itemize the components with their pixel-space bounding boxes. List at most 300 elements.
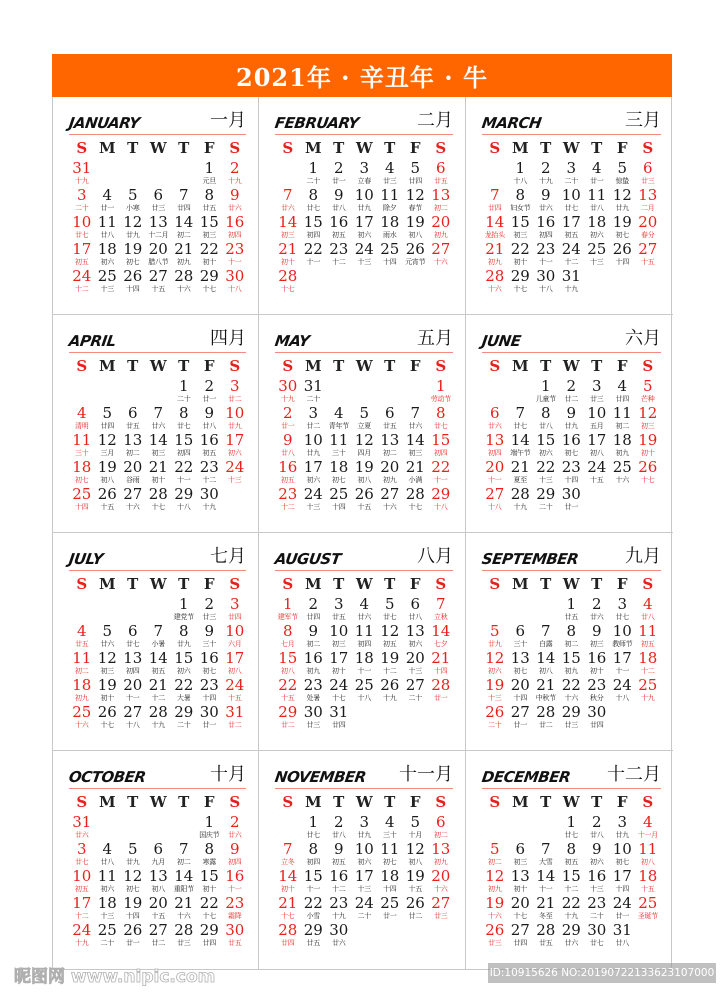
day-number: 24 xyxy=(303,485,323,503)
day-cell xyxy=(146,869,172,896)
day-number: 3 xyxy=(76,186,87,204)
day-number: 29 xyxy=(174,703,194,721)
day-number: 24 xyxy=(587,458,607,476)
day-number: 8 xyxy=(566,622,577,640)
day-cell xyxy=(533,379,559,406)
day-number: 4 xyxy=(102,186,113,204)
day-number: 18 xyxy=(380,867,400,885)
lunar-date: 廿七 xyxy=(306,831,320,839)
day-number: 5 xyxy=(642,377,653,395)
lunar-date: 廿二 xyxy=(564,395,578,403)
lunar-date: 元宵节 xyxy=(405,258,426,266)
day-cell xyxy=(635,678,661,705)
day-cell xyxy=(508,705,534,732)
lunar-date: 十九 xyxy=(564,912,578,920)
day-number: 2 xyxy=(282,404,293,422)
empty-day-cell xyxy=(508,815,534,842)
days-grid xyxy=(482,815,665,950)
day-number: 22 xyxy=(536,458,556,476)
day-number: 12 xyxy=(485,867,505,885)
lunar-date: 初十 xyxy=(281,258,295,266)
weekday-label: T xyxy=(333,575,345,593)
weekday-label: W xyxy=(149,793,167,811)
day-number: 30 xyxy=(561,485,581,503)
lunar-date: 初四 xyxy=(306,231,320,239)
lunar-date: 廿一 xyxy=(100,204,114,212)
day-number: 26 xyxy=(485,921,505,939)
lunar-date: 初七 xyxy=(126,258,140,266)
day-number: 10 xyxy=(587,404,607,422)
day-number: 12 xyxy=(97,649,117,667)
day-number: 5 xyxy=(127,186,138,204)
lunar-date: 初四 xyxy=(306,858,320,866)
day-number: 2 xyxy=(229,159,240,177)
lunar-date: 十六 xyxy=(126,503,140,511)
day-number: 16 xyxy=(278,458,298,476)
day-cell xyxy=(352,161,378,188)
day-cell xyxy=(377,678,403,705)
day-number: 8 xyxy=(178,622,189,640)
lunar-date: 初六 xyxy=(357,231,371,239)
lunar-date: 十一 xyxy=(306,258,320,266)
day-number: 21 xyxy=(405,458,425,476)
day-cell xyxy=(635,842,661,869)
day-number: 3 xyxy=(333,595,344,613)
day-number: 10 xyxy=(303,431,323,449)
lunar-date: 初六 xyxy=(357,858,371,866)
day-cell xyxy=(584,433,610,460)
lunar-date: 十四 xyxy=(615,885,629,893)
lunar-date: 廿一 xyxy=(590,177,604,185)
lunar-date: 廿九 xyxy=(615,831,629,839)
day-number: 22 xyxy=(303,240,323,258)
day-cell xyxy=(352,242,378,269)
lunar-date: 廿四 xyxy=(615,395,629,403)
lunar-date: 十五 xyxy=(641,885,655,893)
lunar-date: 廿一 xyxy=(513,721,527,729)
day-cell xyxy=(222,597,248,624)
lunar-date: 廿七 xyxy=(513,422,527,430)
day-number: 27 xyxy=(431,894,451,912)
day-number: 6 xyxy=(384,404,395,422)
day-cell xyxy=(171,651,197,678)
day-cell xyxy=(222,433,248,460)
empty-day-cell xyxy=(482,597,508,624)
lunar-date: 廿四 xyxy=(513,939,527,947)
day-cell xyxy=(584,406,610,433)
day-number: 6 xyxy=(642,159,653,177)
day-cell xyxy=(171,188,197,215)
lunar-date: 初六 xyxy=(539,449,553,457)
lunar-date: 劳动节 xyxy=(430,395,451,403)
day-number: 17 xyxy=(612,649,632,667)
lunar-date: 廿八 xyxy=(641,613,655,621)
day-number: 8 xyxy=(515,186,526,204)
day-number: 22 xyxy=(199,894,219,912)
weekday-label: W xyxy=(562,793,580,811)
day-number: 29 xyxy=(199,267,219,285)
day-number: 19 xyxy=(380,649,400,667)
day-cell xyxy=(326,487,352,514)
weekday-label: F xyxy=(409,139,421,157)
lunar-date: 廿九 xyxy=(357,831,371,839)
lunar-date: 廿五 xyxy=(564,613,578,621)
day-number: 25 xyxy=(97,267,117,285)
lunar-date: 十七 xyxy=(202,285,216,293)
lunar-date: 十六 xyxy=(615,476,629,484)
day-cell xyxy=(508,869,534,896)
day-number: 8 xyxy=(308,186,319,204)
day-number: 7 xyxy=(515,404,526,422)
lunar-date: 建党节 xyxy=(173,613,194,621)
day-cell xyxy=(635,215,661,242)
day-cell xyxy=(403,815,429,842)
day-cell xyxy=(559,379,585,406)
day-number: 21 xyxy=(148,458,168,476)
lunar-date: 大暑 xyxy=(177,694,191,702)
lunar-date: 十一 xyxy=(228,885,242,893)
weekday-label: F xyxy=(203,575,215,593)
lunar-date: 十四 xyxy=(615,258,629,266)
day-number: 25 xyxy=(97,921,117,939)
weekday-label: W xyxy=(355,357,373,375)
day-number: 29 xyxy=(199,921,219,939)
day-number: 4 xyxy=(384,813,395,831)
day-cell xyxy=(352,215,378,242)
day-cell xyxy=(171,487,197,514)
day-number: 23 xyxy=(536,240,556,258)
lunar-date: 十八 xyxy=(488,503,502,511)
day-number: 5 xyxy=(489,840,500,858)
day-number: 28 xyxy=(510,485,530,503)
day-number: 25 xyxy=(638,894,658,912)
day-number: 12 xyxy=(380,622,400,640)
day-number: 20 xyxy=(148,894,168,912)
lunar-date: 初二 xyxy=(488,858,502,866)
month-header xyxy=(482,105,661,135)
day-number: 28 xyxy=(405,485,425,503)
month-august xyxy=(259,533,466,751)
day-number: 22 xyxy=(510,240,530,258)
lunar-date: 十七 xyxy=(513,285,527,293)
lunar-date: 廿七 xyxy=(177,422,191,430)
day-cell xyxy=(533,678,559,705)
day-number: 9 xyxy=(591,840,602,858)
lunar-date: 初十 xyxy=(641,449,655,457)
day-number: 24 xyxy=(354,894,374,912)
lunar-date: 廿九 xyxy=(177,640,191,648)
day-cell xyxy=(120,487,146,514)
day-cell xyxy=(301,242,327,269)
day-number: 13 xyxy=(405,622,425,640)
day-cell xyxy=(559,869,585,896)
day-cell xyxy=(69,869,95,896)
lunar-date: 三十 xyxy=(75,449,89,457)
weekday-label: M xyxy=(511,575,529,593)
day-cell xyxy=(533,705,559,732)
day-cell xyxy=(146,269,172,296)
day-cell xyxy=(275,269,301,296)
day-number: 4 xyxy=(102,840,113,858)
lunar-date: 十一 xyxy=(488,476,502,484)
day-number: 25 xyxy=(329,485,349,503)
day-number: 12 xyxy=(612,186,632,204)
lunar-date: 青年节 xyxy=(328,422,349,430)
day-number: 15 xyxy=(536,431,556,449)
weekday-label: F xyxy=(409,793,421,811)
day-number: 7 xyxy=(540,622,551,640)
lunar-date: 廿三 xyxy=(488,939,502,947)
lunar-date: 廿八 xyxy=(202,422,216,430)
lunar-date: 廿七 xyxy=(75,231,89,239)
day-cell xyxy=(301,188,327,215)
day-cell xyxy=(533,269,559,296)
day-number: 11 xyxy=(612,404,632,422)
day-cell xyxy=(275,651,301,678)
lunar-date: 十八 xyxy=(513,177,527,185)
day-cell xyxy=(301,460,327,487)
day-cell xyxy=(635,624,661,651)
day-number: 2 xyxy=(204,377,215,395)
day-number: 27 xyxy=(148,921,168,939)
day-number: 23 xyxy=(278,485,298,503)
day-number: 7 xyxy=(410,404,421,422)
lunar-date: 初九 xyxy=(177,258,191,266)
day-cell xyxy=(69,624,95,651)
day-cell xyxy=(559,406,585,433)
day-number: 30 xyxy=(536,267,556,285)
day-number: 18 xyxy=(638,867,658,885)
month-name: MARCH xyxy=(480,114,543,132)
day-number: 6 xyxy=(515,840,526,858)
lunar-date: 初十 xyxy=(590,667,604,675)
weekday-label: T xyxy=(540,139,552,157)
month-may xyxy=(259,315,466,533)
weekday-label: M xyxy=(98,139,116,157)
weekday-label: S xyxy=(229,575,241,593)
lunar-date: 廿五 xyxy=(126,422,140,430)
lunar-date: 廿六 xyxy=(228,204,242,212)
lunar-date: 廿四 xyxy=(100,422,114,430)
lunar-date: 廿一 xyxy=(332,177,346,185)
lunar-date: 十八 xyxy=(357,694,371,702)
lunar-date: 廿四 xyxy=(332,721,346,729)
month-header xyxy=(482,541,661,571)
lunar-date: 初八 xyxy=(100,476,114,484)
day-number: 18 xyxy=(329,458,349,476)
lunar-date: 十五 xyxy=(281,694,295,702)
empty-day-cell xyxy=(146,597,172,624)
month-name: FEBRUARY xyxy=(273,114,360,132)
day-cell xyxy=(146,678,172,705)
day-number: 9 xyxy=(204,622,215,640)
day-number: 31 xyxy=(561,267,581,285)
day-cell xyxy=(275,379,301,406)
weekday-label: T xyxy=(591,575,603,593)
day-cell xyxy=(533,460,559,487)
day-number: 19 xyxy=(97,676,117,694)
lunar-date: 三十 xyxy=(383,831,397,839)
day-cell xyxy=(146,651,172,678)
day-cell xyxy=(326,842,352,869)
day-cell xyxy=(222,188,248,215)
day-cell xyxy=(584,597,610,624)
empty-day-cell xyxy=(275,815,301,842)
month-header xyxy=(69,541,246,571)
day-number: 29 xyxy=(431,485,451,503)
lunar-date: 十九 xyxy=(202,503,216,511)
lunar-date: 初十 xyxy=(281,885,295,893)
day-number: 30 xyxy=(587,703,607,721)
weekday-label: S xyxy=(229,793,241,811)
day-number: 23 xyxy=(329,240,349,258)
lunar-date: 初八 xyxy=(281,667,295,675)
day-cell xyxy=(610,869,636,896)
day-cell xyxy=(95,460,121,487)
day-cell xyxy=(95,406,121,433)
days-grid xyxy=(69,161,250,296)
day-number: 2 xyxy=(229,813,240,831)
lunar-date: 十四 xyxy=(383,885,397,893)
lunar-date: 十九 xyxy=(75,177,89,185)
lunar-date: 十一 xyxy=(434,476,448,484)
empty-day-cell xyxy=(482,379,508,406)
day-cell xyxy=(610,379,636,406)
day-number: 17 xyxy=(72,240,92,258)
day-cell xyxy=(403,624,429,651)
weekday-label: S xyxy=(282,575,294,593)
day-cell xyxy=(197,269,223,296)
day-cell xyxy=(559,651,585,678)
day-cell xyxy=(635,406,661,433)
day-cell xyxy=(584,460,610,487)
day-number: 15 xyxy=(278,649,298,667)
day-number: 29 xyxy=(561,921,581,939)
lunar-date: 十七 xyxy=(151,503,165,511)
weekday-header-row xyxy=(275,575,457,597)
day-number: 19 xyxy=(354,458,374,476)
day-number: 23 xyxy=(561,458,581,476)
day-cell xyxy=(69,215,95,242)
day-cell xyxy=(69,487,95,514)
day-cell xyxy=(610,460,636,487)
lunar-date: 三十 xyxy=(202,640,216,648)
day-number: 17 xyxy=(354,867,374,885)
day-number: 21 xyxy=(536,676,556,694)
lunar-date: 初六 xyxy=(100,258,114,266)
lunar-date: 初三 xyxy=(202,231,216,239)
day-number: 25 xyxy=(638,676,658,694)
lunar-date: 十一 xyxy=(615,667,629,675)
day-number: 3 xyxy=(566,159,577,177)
lunar-date: 初八 xyxy=(408,858,422,866)
weekday-label: W xyxy=(562,575,580,593)
lunar-date: 初五 xyxy=(75,885,89,893)
day-number: 17 xyxy=(72,894,92,912)
day-cell xyxy=(171,869,197,896)
day-cell xyxy=(508,896,534,923)
day-cell xyxy=(222,869,248,896)
day-cell xyxy=(301,379,327,406)
day-number: 13 xyxy=(148,213,168,231)
lunar-date: 教师节 xyxy=(612,640,633,648)
day-cell xyxy=(482,869,508,896)
weekday-header-row xyxy=(275,357,457,379)
lunar-date: 十七 xyxy=(513,912,527,920)
day-cell xyxy=(95,896,121,923)
month-march xyxy=(466,97,673,315)
lunar-date: 初九 xyxy=(383,476,397,484)
day-cell xyxy=(146,406,172,433)
lunar-date: 十五 xyxy=(228,694,242,702)
day-number: 28 xyxy=(174,921,194,939)
lunar-date: 廿五 xyxy=(75,640,89,648)
day-number: 22 xyxy=(561,676,581,694)
day-cell xyxy=(377,242,403,269)
lunar-date: 十六 xyxy=(564,694,578,702)
lunar-date: 廿八 xyxy=(281,449,295,457)
day-number: 22 xyxy=(303,894,323,912)
days-grid xyxy=(69,379,250,514)
day-number: 6 xyxy=(153,186,164,204)
lunar-date: 龙抬头 xyxy=(484,231,505,239)
day-cell xyxy=(584,815,610,842)
day-number: 24 xyxy=(225,676,245,694)
lunar-date: 初十 xyxy=(151,476,165,484)
weekday-label: M xyxy=(98,357,116,375)
weekday-label: W xyxy=(562,139,580,157)
lunar-date: 初五 xyxy=(75,258,89,266)
lunar-date: 十二 xyxy=(332,885,346,893)
lunar-date: 十二 xyxy=(564,885,578,893)
day-number: 3 xyxy=(308,404,319,422)
day-cell xyxy=(120,433,146,460)
day-cell xyxy=(95,487,121,514)
day-number: 27 xyxy=(405,676,425,694)
weekday-label: S xyxy=(489,575,501,593)
day-number: 13 xyxy=(510,649,530,667)
lunar-date: 二十 xyxy=(306,177,320,185)
day-cell xyxy=(95,923,121,950)
day-number: 21 xyxy=(278,240,298,258)
days-grid xyxy=(69,815,250,950)
empty-day-cell xyxy=(69,379,95,406)
day-cell xyxy=(482,406,508,433)
lunar-date: 廿八 xyxy=(332,204,346,212)
lunar-date: 十三 xyxy=(100,285,114,293)
day-cell xyxy=(120,188,146,215)
day-cell xyxy=(95,651,121,678)
day-cell xyxy=(403,896,429,923)
lunar-date: 十三 xyxy=(590,885,604,893)
weekday-label: F xyxy=(409,357,421,375)
day-number: 3 xyxy=(359,813,370,831)
day-number: 16 xyxy=(587,649,607,667)
empty-day-cell xyxy=(146,379,172,406)
day-number: 8 xyxy=(540,404,551,422)
day-number: 29 xyxy=(303,921,323,939)
day-number: 17 xyxy=(354,213,374,231)
weekday-label: M xyxy=(304,793,322,811)
lunar-date: 初七 xyxy=(75,476,89,484)
day-cell xyxy=(275,842,301,869)
day-cell xyxy=(508,923,534,950)
day-cell xyxy=(352,188,378,215)
day-cell xyxy=(377,842,403,869)
day-cell xyxy=(610,406,636,433)
day-cell xyxy=(428,406,454,433)
day-number: 14 xyxy=(405,431,425,449)
